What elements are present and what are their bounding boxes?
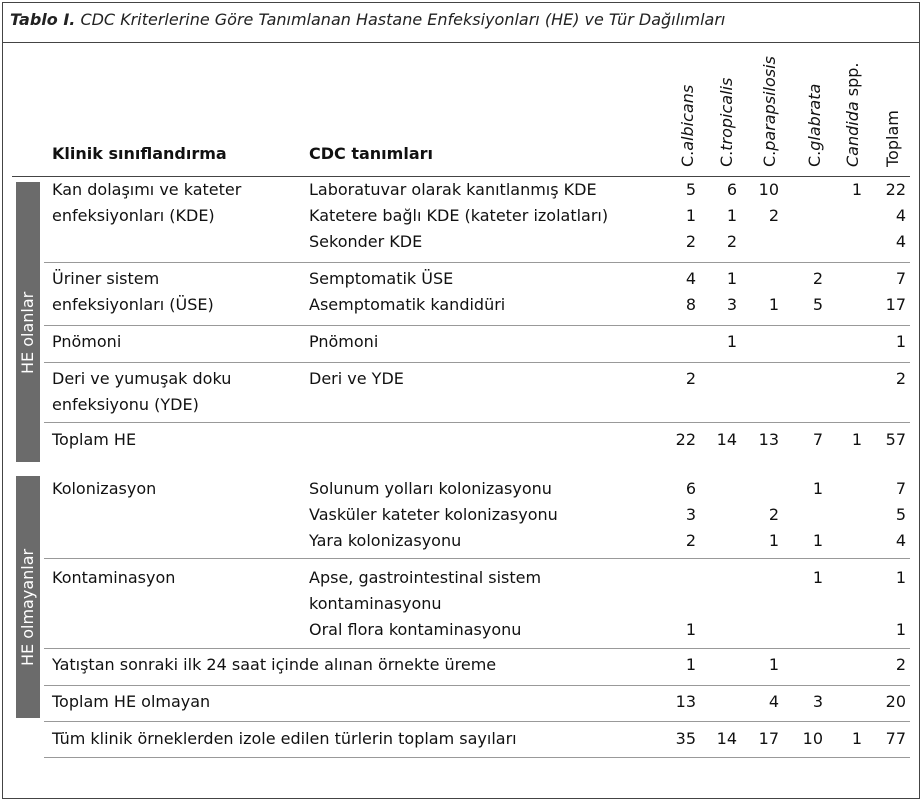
cell-c-glabrata: 1 <box>812 568 823 587</box>
cell-c-albicans: 2 <box>685 531 696 550</box>
header-c-albicans: C.albicans <box>678 84 697 167</box>
def-row-2: Sekonder KDE <box>309 232 423 251</box>
cell-toplam: 7 <box>895 269 906 288</box>
row-separator <box>44 757 910 758</box>
caption-text: CDC Kriterlerine Göre Tanımlanan Hastane Enfeksiyonları (HE) ve Tür Dağılımları <box>80 10 726 29</box>
cell-c-glabrata: 10 <box>802 729 823 748</box>
cell-c-albicans: 1 <box>685 206 696 225</box>
label-yde-1: Deri ve yumuşak doku <box>52 369 232 388</box>
cell-c-albicans: 2 <box>685 369 696 388</box>
cell-toplam: 5 <box>895 505 906 524</box>
cell-candida-spp: 1 <box>851 180 862 199</box>
cell-c-parapsilosis: 2 <box>768 206 779 225</box>
label-use-1: Üriner sistem <box>52 269 160 288</box>
row-separator <box>44 721 910 722</box>
cell-toplam: 4 <box>895 206 906 225</box>
row-separator <box>44 648 910 649</box>
cell-toplam: 17 <box>885 295 906 314</box>
cell-c-parapsilosis: 10 <box>758 180 779 199</box>
cell-c-parapsilosis: 1 <box>768 531 779 550</box>
cell-c-albicans: 5 <box>685 180 696 199</box>
def-row-8: Solunum yolları kolonizasyonu <box>309 479 552 498</box>
table-caption <box>10 10 725 29</box>
group-label-non-he: HE olmayanlar <box>18 548 37 666</box>
cell-c-albicans: 2 <box>685 232 696 251</box>
label-kde-1: Kan dolaşımı ve kateter <box>52 180 242 199</box>
header-c-parapsilosis: C.parapsilosis <box>760 56 779 167</box>
label-kolonizasyon: Kolonizasyon <box>52 479 157 498</box>
row-separator <box>44 558 910 559</box>
cell-c-tropicalis: 1 <box>726 332 737 351</box>
label-kde-2: enfeksiyonları (KDE) <box>52 206 215 225</box>
def-row-4: Asemptomatik kandidüri <box>309 295 506 314</box>
cell-c-albicans: 13 <box>675 692 696 711</box>
cell-c-tropicalis: 3 <box>726 295 737 314</box>
cell-c-parapsilosis: 4 <box>768 692 779 711</box>
header-c-glabrata: C.glabrata <box>805 83 824 167</box>
cell-c-tropicalis: 2 <box>726 232 737 251</box>
cell-c-glabrata: 3 <box>812 692 823 711</box>
cell-candida-spp: 1 <box>851 729 862 748</box>
cell-c-tropicalis: 1 <box>726 269 737 288</box>
cell-c-parapsilosis: 1 <box>768 295 779 314</box>
row-separator <box>44 325 910 326</box>
cell-toplam: 2 <box>895 655 906 674</box>
cell-c-glabrata: 1 <box>812 479 823 498</box>
row-separator <box>44 362 910 363</box>
cell-c-glabrata: 7 <box>812 430 823 449</box>
cell-c-albicans: 1 <box>685 620 696 639</box>
row-separator <box>44 422 910 423</box>
def-row-0: Laboratuvar olarak kanıtlanmış KDE <box>309 180 597 199</box>
cell-toplam: 22 <box>885 180 906 199</box>
cell-toplam: 4 <box>895 232 906 251</box>
cell-c-albicans: 35 <box>675 729 696 748</box>
cell-candida-spp: 1 <box>851 430 862 449</box>
label-toplam-he: Toplam HE <box>52 430 137 449</box>
cell-toplam: 7 <box>895 479 906 498</box>
cell-c-tropicalis: 14 <box>716 430 737 449</box>
header-cdc: CDC tanımları <box>309 144 433 163</box>
cell-c-tropicalis: 1 <box>726 206 737 225</box>
cell-toplam: 77 <box>885 729 906 748</box>
cell-toplam: 20 <box>885 692 906 711</box>
def-row-11-line2: kontaminasyonu <box>309 594 442 613</box>
group-label-he: HE olanlar <box>18 291 37 374</box>
label-yatis: Yatıştan sonraki ilk 24 saat içinde alınan örnekte üreme <box>52 655 497 674</box>
header-c-tropicalis: C.tropicalis <box>717 77 736 167</box>
cell-c-parapsilosis: 13 <box>758 430 779 449</box>
cell-c-parapsilosis: 2 <box>768 505 779 524</box>
label-use-2: enfeksiyonları (ÜSE) <box>52 295 214 314</box>
header-toplam: Toplam <box>883 110 902 167</box>
def-row-3: Semptomatik ÜSE <box>309 269 454 288</box>
cell-c-tropicalis: 14 <box>716 729 737 748</box>
cell-c-albicans: 1 <box>685 655 696 674</box>
cell-c-glabrata: 5 <box>812 295 823 314</box>
def-row-6: Deri ve YDE <box>309 369 404 388</box>
cell-c-albicans: 6 <box>685 479 696 498</box>
label-toplam-non-he: Toplam HE olmayan <box>52 692 211 711</box>
label-yde-2: enfeksiyonu (YDE) <box>52 395 199 414</box>
caption-rule <box>2 42 920 43</box>
label-kontaminasyon: Kontaminasyon <box>52 568 176 587</box>
cell-c-glabrata: 1 <box>812 531 823 550</box>
cell-toplam: 2 <box>895 369 906 388</box>
cell-c-glabrata: 2 <box>812 269 823 288</box>
label-pnomoni: Pnömoni <box>52 332 122 351</box>
cell-c-parapsilosis: 1 <box>768 655 779 674</box>
cell-c-tropicalis: 6 <box>726 180 737 199</box>
def-row-5: Pnömoni <box>309 332 379 351</box>
def-row-9: Vasküler kateter kolonizasyonu <box>309 505 558 524</box>
cell-c-albicans: 22 <box>675 430 696 449</box>
cell-c-albicans: 8 <box>685 295 696 314</box>
header-klinik: Klinik sınıflandırma <box>52 144 227 163</box>
def-row-11: Apse, gastrointestinal sistem <box>309 568 542 587</box>
cell-toplam: 57 <box>885 430 906 449</box>
cell-toplam: 4 <box>895 531 906 550</box>
cell-toplam: 1 <box>895 332 906 351</box>
def-row-12: Oral flora kontaminasyonu <box>309 620 522 639</box>
cell-toplam: 1 <box>895 568 906 587</box>
def-row-1: Katetere bağlı KDE (kateter izolatları) <box>309 206 609 225</box>
caption-label: Tablo I. <box>10 10 76 29</box>
row-separator <box>44 685 910 686</box>
row-separator <box>44 262 910 263</box>
cell-toplam: 1 <box>895 620 906 639</box>
header-candida-spp: Candida spp. <box>843 62 862 167</box>
cell-c-parapsilosis: 17 <box>758 729 779 748</box>
def-row-10: Yara kolonizasyonu <box>309 531 462 550</box>
cell-c-albicans: 4 <box>685 269 696 288</box>
label-tum: Tüm klinik örneklerden izole edilen türlerin toplam sayıları <box>52 729 517 748</box>
cell-c-albicans: 3 <box>685 505 696 524</box>
